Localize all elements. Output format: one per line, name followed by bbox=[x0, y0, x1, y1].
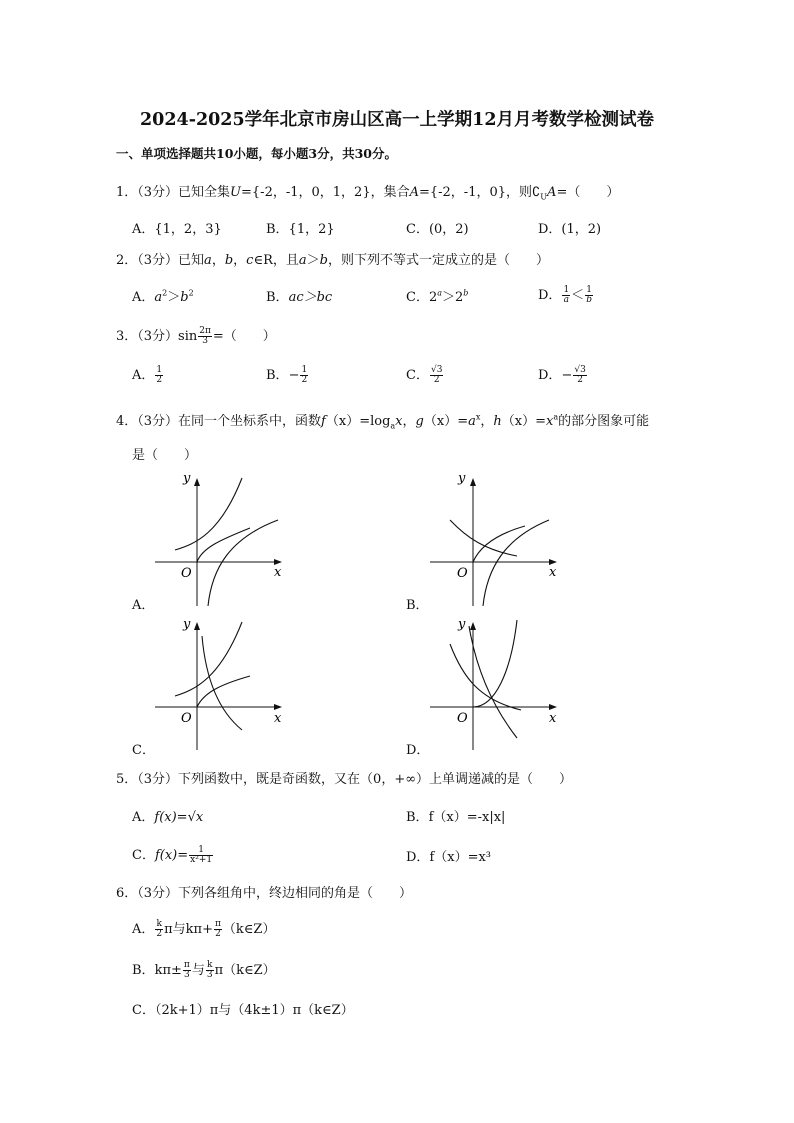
q4-label-c: C． bbox=[132, 743, 155, 758]
q2-option-d: D． $\frac{1}{a}$ ＜ $\frac{1}{b}$ bbox=[538, 285, 592, 305]
q1-option-b: B．{1，2} bbox=[266, 222, 335, 237]
graph-d-y-label: y bbox=[458, 617, 466, 632]
q5-option-c: C．f(x)= $\frac{1}{\text{x²+1}}$ bbox=[132, 845, 213, 865]
question-4-stem-line2: 是（ ） bbox=[132, 448, 198, 463]
question-6-stem: 6．（3分）下列各组角中，终边相同的角是（ ） bbox=[116, 886, 413, 901]
question-4-stem: 4．（3分）在同一个坐标系中，函数$f(x)=\log_ax$，$g(x)=a^x$，$h(x)=x^a$的部分图象可能 bbox=[116, 412, 650, 431]
question-2-stem: 2．（3分）已知a，b，c∈R，且a＞b，则下列不等式一定成立的是（ ） bbox=[116, 253, 549, 268]
graph-c bbox=[150, 612, 290, 752]
graph-b-y-label: y bbox=[458, 471, 466, 486]
q1-option-d: D．(1，2) bbox=[538, 222, 602, 237]
question-1-stem: 1．（3分）已知全集U={-2，-1，0，1，2}，集合A={-2，-1，0}，则$∁_UA=$（ ） bbox=[116, 185, 620, 202]
graph-a-x-label: x bbox=[274, 565, 282, 580]
question-5-stem: 5．（3分）下列函数中，既是奇函数，又在（0，+∞）上单调递减的是（ ） bbox=[116, 772, 573, 787]
q1-option-c: C．(0，2) bbox=[406, 222, 469, 237]
graph-a bbox=[150, 468, 290, 608]
q5-option-a: A．f(x)=√x bbox=[132, 810, 204, 825]
graph-b-x-label: x bbox=[549, 565, 557, 580]
q4-label-d: D． bbox=[406, 743, 430, 758]
graph-d-x-label: x bbox=[549, 711, 557, 726]
q2-option-b: B．ac＞bc bbox=[266, 290, 333, 305]
graph-c-origin: O bbox=[181, 711, 192, 726]
q6-option-b: B．kπ± $\frac{\pi}{3}$ 与 $\frac{k}{3}$ π（k∈Z） bbox=[132, 960, 276, 980]
graph-d bbox=[425, 612, 565, 752]
q3-option-a: A． $\frac{1}{2}$ bbox=[132, 365, 163, 385]
graph-b bbox=[425, 468, 565, 608]
q4-label-b: B． bbox=[406, 598, 429, 613]
graph-c-x-label: x bbox=[274, 711, 282, 726]
q3-option-d: D．− $\frac{√3}{2}$ bbox=[538, 365, 586, 385]
q6-option-a: A． $\frac{k}{2}$ π与kπ+ $\frac{\pi}{2}$ （k∈Z） bbox=[132, 919, 276, 939]
q3-option-b: B．− $\frac{1}{2}$ bbox=[266, 365, 308, 385]
q5-option-d: D．f（x）=x³ bbox=[406, 850, 492, 865]
q2-option-a: A．$a^2>b^2$ bbox=[132, 288, 194, 305]
graph-d-origin: O bbox=[457, 711, 468, 726]
q3-option-c: C． $\frac{√3}{2}$ bbox=[406, 365, 443, 385]
page-title: 2024-2025学年北京市房山区高一上学期12月月考数学检测试卷 bbox=[139, 110, 655, 130]
graph-c-y-label: y bbox=[183, 617, 191, 632]
q5-option-b: B．f（x）=-x|x| bbox=[406, 810, 506, 825]
graph-b-origin: O bbox=[457, 566, 468, 581]
q4-label-a: A． bbox=[132, 598, 155, 613]
q2-option-c: C．$2^a>2^b$ bbox=[406, 288, 469, 305]
graph-a-origin: O bbox=[181, 566, 192, 581]
q6-option-c: C．（2k+1）π与（4k±1）π（k∈Z） bbox=[132, 1003, 354, 1018]
graph-a-y-label: y bbox=[183, 471, 191, 486]
q1-option-a: A．{1，2，3} bbox=[132, 222, 222, 237]
question-3-stem: 3．（3分）sin $\frac{2\pi}{3}$ =（ ） bbox=[116, 326, 276, 346]
section-heading: 一、单项选择题共10小题，每小题3分，共30分。 bbox=[116, 146, 397, 161]
